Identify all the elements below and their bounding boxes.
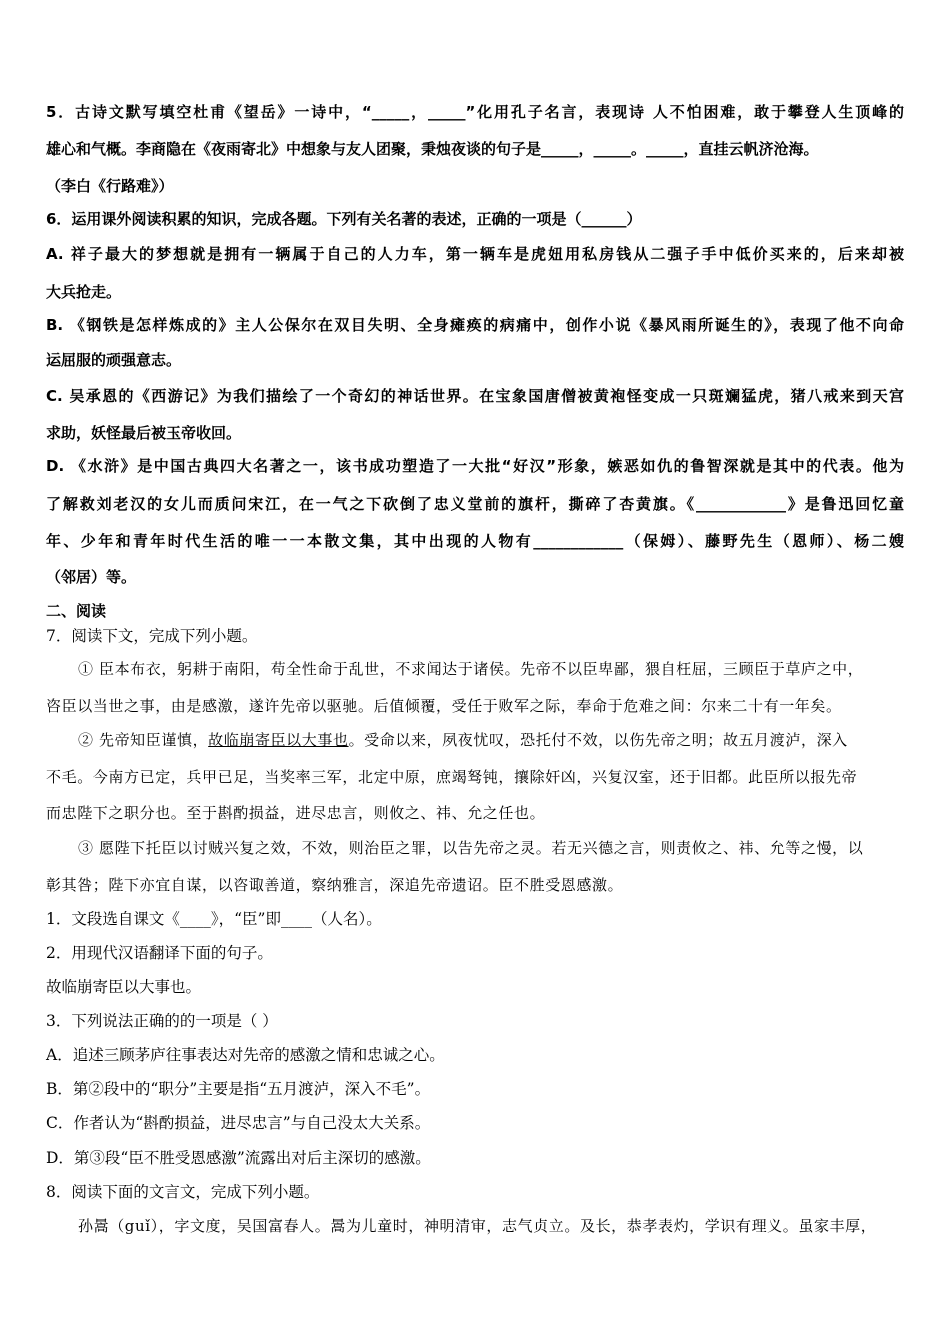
q5-line-3: （李白《行路难》）: [46, 177, 174, 195]
q7-para-2-line-3: 而忠陛下之职分也。至于斟酌损益，进尽忠言，则攸之、祎、允之任也。: [46, 804, 546, 822]
q6-option-d-line-3: 年、少年和青年时代生活的唯一一本散文集，其中出现的人物有____________（保姆）、藤野先生（恩师）、杨二嫂: [46, 532, 904, 550]
q7-sub-3: 3．下列说法正确的的一项是（ ）: [46, 1012, 278, 1030]
q8-stem: 8．阅读下面的文言文，完成下列小题。: [46, 1183, 320, 1201]
q6-option-d-line-1: D. 《水浒》是中国古典四大名著之一，该书成功塑造了一大批“好汉”形象，嫉恶如仇的鲁智深就是其中的代表。他为: [46, 457, 904, 475]
q6-option-a-line-2: 大兵抢走。: [46, 283, 122, 301]
q6-option-a-line-1: A. 祥子最大的梦想就是拥有一辆属于自己的人力车，第一辆车是虎妞用私房钱从二强子手中低价买来的，后来却被: [46, 245, 904, 263]
q6-option-c-line-2: 求助，妖怪最后被玉帝收回。: [46, 424, 242, 442]
q6-stem: 6．运用课外阅读积累的知识，完成各题。下列有关名著的表述，正确的一项是（______）: [46, 210, 642, 228]
q7-sub-2: 2．用现代汉语翻译下面的句子。: [46, 944, 273, 962]
q7-sub-1: 1．文段选自课文《____》，“臣”即____（人名）。: [46, 910, 382, 928]
q8-para-1-line-1: 孙暠（guǐ），字文度，吴国富春人。暠为儿童时，神明清审，志气贞立。及长，恭孝表灼，学识有理义。虽家丰厚，: [78, 1217, 877, 1235]
q6-option-b-line-2: 运屈服的顽强意志。: [46, 351, 182, 369]
q7-para-2-lead: ② 先帝知臣谨慎，: [78, 731, 209, 749]
q7-para-1-line-1: ① 臣本布衣，躬耕于南阳，苟全性命于乱世，不求闻达于诸侯。先帝不以臣卑鄙，猥自枉屈，三顾臣于草庐之中，: [78, 660, 864, 678]
q7-para-2-rest: 。受命以来，夙夜忧叹，恐托付不效，以伤先帝之明；故五月渡泸，深入: [348, 731, 848, 749]
q5-line-1: 5．古诗文默写填空杜甫《望岳》一诗中，“_____，_____”化用孔子名言，表现诗 人不怕困难，敢于攀登人生顶峰的: [46, 103, 904, 121]
q7-para-2-line-1: [78, 730, 848, 750]
q7-option-a: A．追述三顾茅庐往事表达对先帝的感激之情和忠诚之心。: [46, 1046, 445, 1064]
q6-option-c-line-1: C. 吴承恩的《西游记》为我们描绘了一个奇幻的神话世界。在宝象国唐僧被黄袍怪变成一只斑斓猛虎，猪八戒来到天宫: [46, 387, 904, 405]
q7-para-1-line-2: 咨臣以当世之事，由是感激，遂许先帝以驱驰。后值倾覆，受任于败军之际，奉命于危难之间：尔来二十有一年矣。: [46, 697, 842, 715]
q6-option-b-line-1: B. 《钢铁是怎样炼成的》主人公保尔在双目失明、全身瘫痪的病痛中，创作小说《暴风雨所诞生的》，表现了他不向命: [46, 316, 904, 334]
q6-option-d-line-4: （邻居）等。: [46, 568, 137, 586]
q7-stem: 7．阅读下文，完成下列小题。: [46, 627, 258, 645]
underlined-sentence: 故临崩寄臣以大事也: [208, 731, 349, 749]
q7-option-d: D．第③段“臣不胜受恩感激”流露出对后主深切的感激。: [46, 1149, 431, 1167]
q7-para-2-line-2: 不毛。今南方已定，兵甲已足，当奖率三军，北定中原，庶竭驽钝，攘除奸凶，兴复汉室，还于旧都。此臣所以报先帝: [46, 768, 858, 786]
q7-option-b: B．第②段中的“职分”主要是指“五月渡泸，深入不毛”。: [46, 1080, 431, 1098]
section-title-reading: 二、阅读: [46, 602, 107, 620]
q7-option-c: C．作者认为“斟酌损益，进尽忠言”与自己没太大关系。: [46, 1114, 431, 1132]
q7-para-3-line-1: ③ 愿陛下托臣以讨贼兴复之效，不效，则治臣之罪，以告先帝之灵。若无兴德之言，则责攸之、祎、允等之慢，以: [78, 839, 864, 857]
q7-para-3-line-2: 彰其咎；陛下亦宜自谋，以咨诹善道，察纳雅言，深追先帝遗诏。臣不胜受恩感激。: [46, 876, 624, 894]
q7-sub-2-sentence: 故临崩寄臣以大事也。: [46, 978, 202, 996]
q6-option-d-line-2: 了解救刘老汉的女儿而质问宋江，在一气之下砍倒了忠义堂前的旗杆，撕碎了杏黄旗。《____________》是鲁迅回忆童: [46, 495, 904, 513]
q5-line-2: 雄心和气概。李商隐在《夜雨寄北》中想象与友人团聚，秉烛夜谈的句子是_____，_____。_____，直挂云帆济沧海。: [46, 140, 819, 158]
